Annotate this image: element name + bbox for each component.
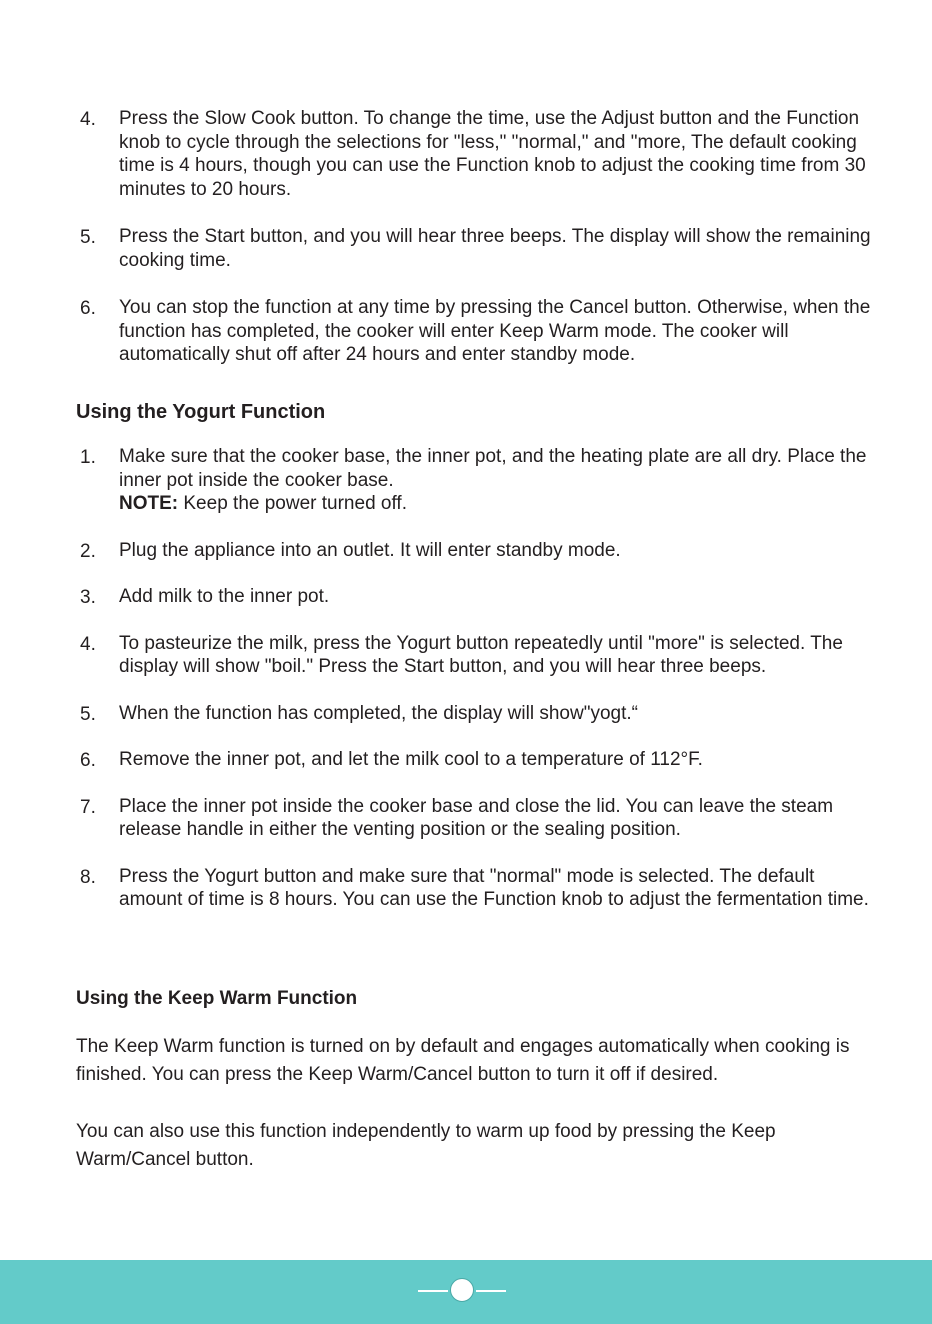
keepwarm-paragraph-1: The Keep Warm function is turned on by default and engages automatically when cooking is finished. You can press the Keep Warm/Cancel button to turn it off if desired.: [76, 1036, 850, 1085]
step-number: 8.: [80, 866, 96, 888]
list-item: [0, 702, 932, 726]
step-number: 3.: [80, 587, 96, 608]
step-text: To pasteurize the milk, press the Yogurt button repeatedly until "more" is selected. The display will show "boil." Press the Start button, and you will hear three beeps.: [119, 632, 843, 677]
note-text: Keep the power turned off.: [178, 493, 407, 514]
footer-left-rule: [418, 1290, 448, 1292]
step-number: 6.: [80, 298, 96, 319]
list-item: [0, 539, 932, 563]
step-body: Make sure that the cooker base, the inner pot, and the heating plate are all dry. Place the inner pot inside the cooker base.: [119, 446, 867, 491]
list-item: [0, 748, 932, 772]
step-text: Press the Slow Cook button. To change the time, use the Adjust button and the Function knob to cycle through the selections for "less," "normal," and "more, The default cooking time is 4 hours, though you can use the Function knob to adjust the cooking time from 30 minutes to 20 hours.: [119, 108, 866, 200]
page-number-circle-icon: [450, 1278, 474, 1302]
step-number: 4.: [80, 633, 96, 655]
footer-right-rule: [476, 1290, 506, 1292]
step-text: [119, 445, 879, 516]
step-number: 4.: [80, 109, 96, 130]
step-text: Place the inner pot inside the cooker base and close the lid. You can leave the steam release handle in either the venting position or the sealing position.: [119, 795, 834, 840]
footer-bar: [0, 1260, 932, 1324]
list-item: [0, 795, 932, 842]
step-number: 5.: [80, 703, 96, 725]
list-item: [0, 107, 932, 201]
step-number: 7.: [80, 796, 96, 818]
step-number: 1.: [80, 447, 96, 468]
list-item: [0, 585, 932, 609]
step-number: 2.: [80, 540, 96, 562]
yogurt-heading: Using the Yogurt Function: [76, 401, 326, 423]
step-number: 5.: [80, 227, 96, 248]
step-text: Remove the inner pot, and let the milk cool to a temperature of 112°F.: [119, 749, 703, 770]
list-item: [0, 225, 932, 272]
step-number: 6.: [80, 750, 96, 771]
list-item: [0, 296, 932, 367]
note-label: NOTE:: [119, 493, 179, 514]
yogurt-steps: [0, 445, 932, 912]
keepwarm-paragraph-2: You can also use this function independently to warm up food by pressing the Keep Warm/Cancel button.: [76, 1121, 776, 1170]
step-text: When the function has completed, the display will show"yogt.“: [119, 702, 638, 724]
list-item: [0, 445, 932, 516]
step-text: Press the Yogurt button and make sure that "normal" mode is selected. The default amount of time is 8 hours. You can use the Function knob to adjust the fermentation time.: [119, 865, 869, 910]
step-text: Press the Start button, and you will hear three beeps. The display will show the remaining cooking time.: [119, 226, 871, 271]
list-item: [0, 632, 932, 679]
step-text: Plug the appliance into an outlet. It will enter standby mode.: [119, 539, 621, 561]
step-text: Add milk to the inner pot.: [119, 586, 330, 607]
step-text: You can stop the function at any time by pressing the Cancel button. Otherwise, when the function has completed, the cooker will enter Keep Warm mode. The cooker will automatically shut off after 24 hours and enter standby mode.: [119, 297, 871, 365]
keepwarm-heading: Using the Keep Warm Function: [76, 988, 358, 1009]
slow-cook-steps: [0, 107, 932, 367]
list-item: [0, 865, 932, 912]
